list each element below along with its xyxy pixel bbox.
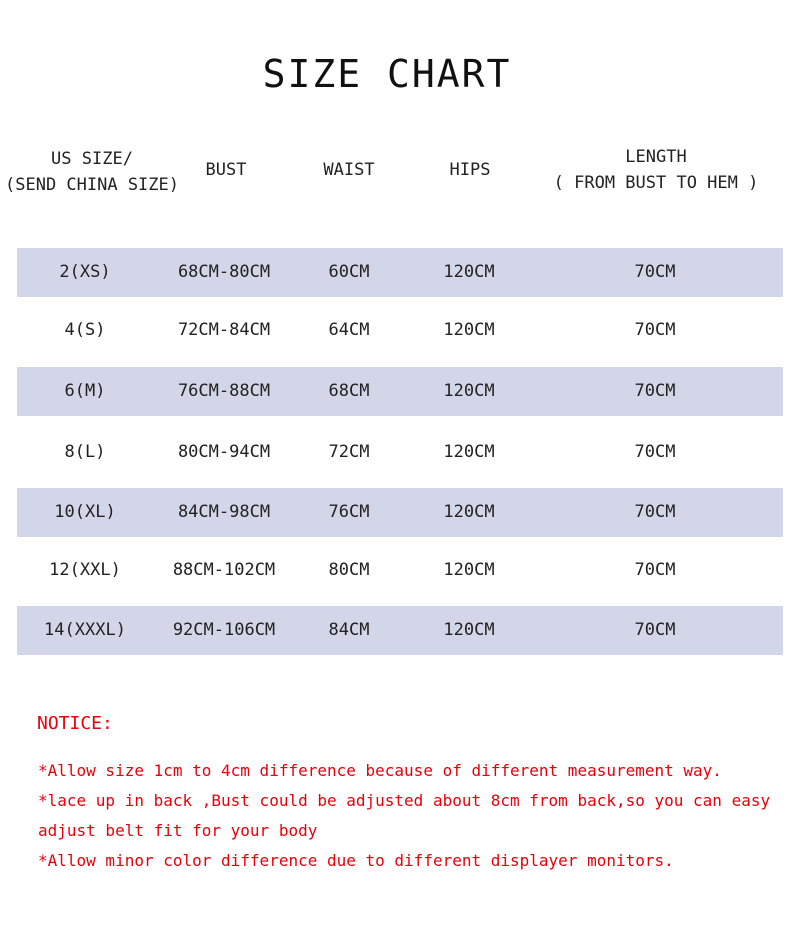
table-row	[17, 306, 783, 355]
cell-bust: 68CM-80CM	[177, 262, 271, 282]
cell-length: 70CM	[634, 502, 676, 522]
cell-hips: 120CM	[443, 320, 495, 340]
cell-bust: 92CM-106CM	[172, 620, 276, 640]
cell-size: 12(XXL)	[49, 560, 121, 580]
cell-length: 70CM	[634, 381, 676, 401]
cell-bust: 72CM-84CM	[177, 320, 271, 340]
cell-waist: 80CM	[328, 560, 370, 580]
cell-bust: 84CM-98CM	[177, 502, 271, 522]
notice-line: *Allow minor color difference due to different displayer monitors.	[38, 851, 674, 870]
cell-bust: 88CM-102CM	[172, 560, 276, 580]
cell-hips: 120CM	[443, 381, 495, 401]
cell-hips: 120CM	[443, 502, 495, 522]
table-row	[17, 606, 783, 655]
cell-length: 70CM	[634, 560, 676, 580]
cell-hips: 120CM	[443, 262, 495, 282]
cell-waist: 76CM	[328, 502, 370, 522]
cell-waist: 68CM	[328, 381, 370, 401]
header-length	[536, 144, 776, 196]
header-hips: HIPS	[449, 160, 491, 180]
notice-title: NOTICE:	[37, 713, 113, 734]
table-row	[17, 546, 783, 595]
cell-bust: 76CM-88CM	[177, 381, 271, 401]
cell-length: 70CM	[634, 262, 676, 282]
header-length-line1: LENGTH	[625, 147, 687, 167]
cell-waist: 84CM	[328, 620, 370, 640]
cell-size: 6(M)	[64, 381, 106, 401]
cell-length: 70CM	[634, 442, 676, 462]
cell-hips: 120CM	[443, 560, 495, 580]
cell-length: 70CM	[634, 320, 676, 340]
notice-line: adjust belt fit for your body	[38, 821, 318, 840]
cell-size: 14(XXXL)	[44, 620, 126, 640]
cell-waist: 60CM	[328, 262, 370, 282]
cell-length: 70CM	[634, 620, 676, 640]
cell-waist: 64CM	[328, 320, 370, 340]
notice-line: *Allow size 1cm to 4cm difference because of different measurement way.	[38, 761, 722, 780]
header-size-line2: (SEND CHINA SIZE)	[5, 175, 179, 195]
header-waist: WAIST	[323, 160, 375, 180]
cell-size: 2(XS)	[59, 262, 111, 282]
header-bust: BUST	[205, 160, 247, 180]
header-length-line2: ( FROM BUST TO HEM )	[553, 173, 759, 193]
cell-size: 4(S)	[64, 320, 106, 340]
notice-line: *lace up in back ,Bust could be adjusted about 8cm from back,so you can easy	[38, 791, 771, 810]
table-row	[17, 367, 783, 416]
cell-waist: 72CM	[328, 442, 370, 462]
cell-hips: 120CM	[443, 620, 495, 640]
cell-hips: 120CM	[443, 442, 495, 462]
cell-bust: 80CM-94CM	[177, 442, 271, 462]
page-title: SIZE CHART	[262, 52, 512, 96]
table-row	[17, 428, 783, 477]
cell-size: 8(L)	[64, 442, 106, 462]
header-size	[0, 146, 184, 198]
cell-size: 10(XL)	[54, 502, 116, 522]
table-row	[17, 248, 783, 297]
table-row	[17, 488, 783, 537]
header-size-line1: US SIZE/	[51, 149, 133, 169]
